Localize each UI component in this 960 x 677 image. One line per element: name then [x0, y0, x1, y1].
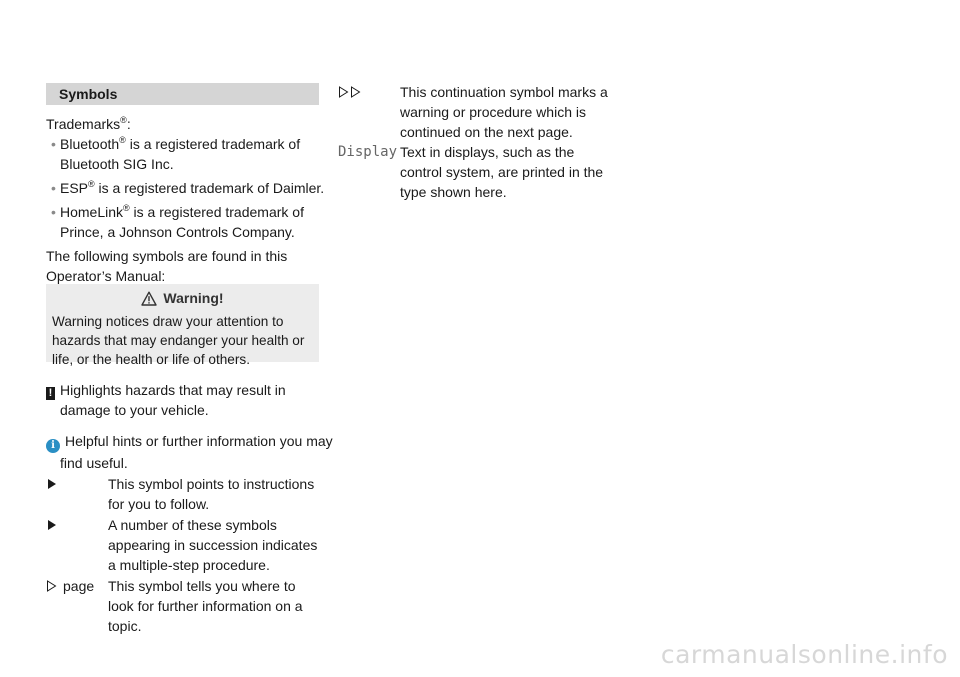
bullet-icon: • [51, 180, 56, 196]
warning-title: Warning! [52, 288, 313, 308]
arrow-right-outline-icon [46, 580, 57, 592]
trademark-item-bluetooth: • Bluetooth® is a registered trademark of Bluetooth SIG Inc. [51, 135, 301, 172]
exclamation-icon: ! [46, 387, 55, 400]
trademark-item-homelink: • HomeLink® is a registered trademark of Prince, a Johnson Controls Company. [51, 203, 304, 240]
bullet-icon: • [51, 204, 56, 220]
page-label: page [63, 578, 95, 594]
symbol-row-page-ref: page This symbol tells you where to look for further information on a topic. [46, 576, 322, 636]
symbol-row-multistep: A number of these symbols appearing in succession indicates a multiple-step procedure. [46, 515, 322, 575]
info-icon: i [46, 439, 60, 453]
symbol-row-continuation: This continuation symbol marks a warning or procedure which is continued on the next page. [338, 82, 618, 142]
watermark: carmanualsonline.info [660, 640, 948, 669]
arrow-right-filled-icon [46, 519, 58, 531]
trademark-item-esp: • ESP® is a registered trademark of Daimler. [51, 179, 325, 196]
symbol-row-display: Display Text in displays, such as the control system, are printed in the type shown here. [338, 144, 604, 200]
trademarks-heading: Trademarks®: [46, 115, 131, 132]
symbols-intro: The following symbols are found in this Operator’s Manual: [46, 248, 288, 284]
bullet-icon: • [51, 136, 56, 152]
symbol-row-instruction: This symbol points to instructions for you to follow. [46, 474, 322, 514]
warning-triangle-icon [141, 291, 157, 306]
warning-text: Warning notices draw your attention to hazards that may endanger your health or life, or the health or life of others. [52, 314, 305, 367]
section-title: Symbols [46, 83, 319, 105]
hazard-note: ! Highlights hazards that may result in damage to your vehicle. [46, 380, 336, 420]
double-arrow-outline-icon [338, 86, 362, 98]
warning-box [46, 284, 319, 367]
hint-note: i Helpful hints or further information you may find useful. [46, 431, 336, 473]
display-label: Display [338, 144, 398, 160]
arrow-right-filled-icon [46, 478, 58, 490]
